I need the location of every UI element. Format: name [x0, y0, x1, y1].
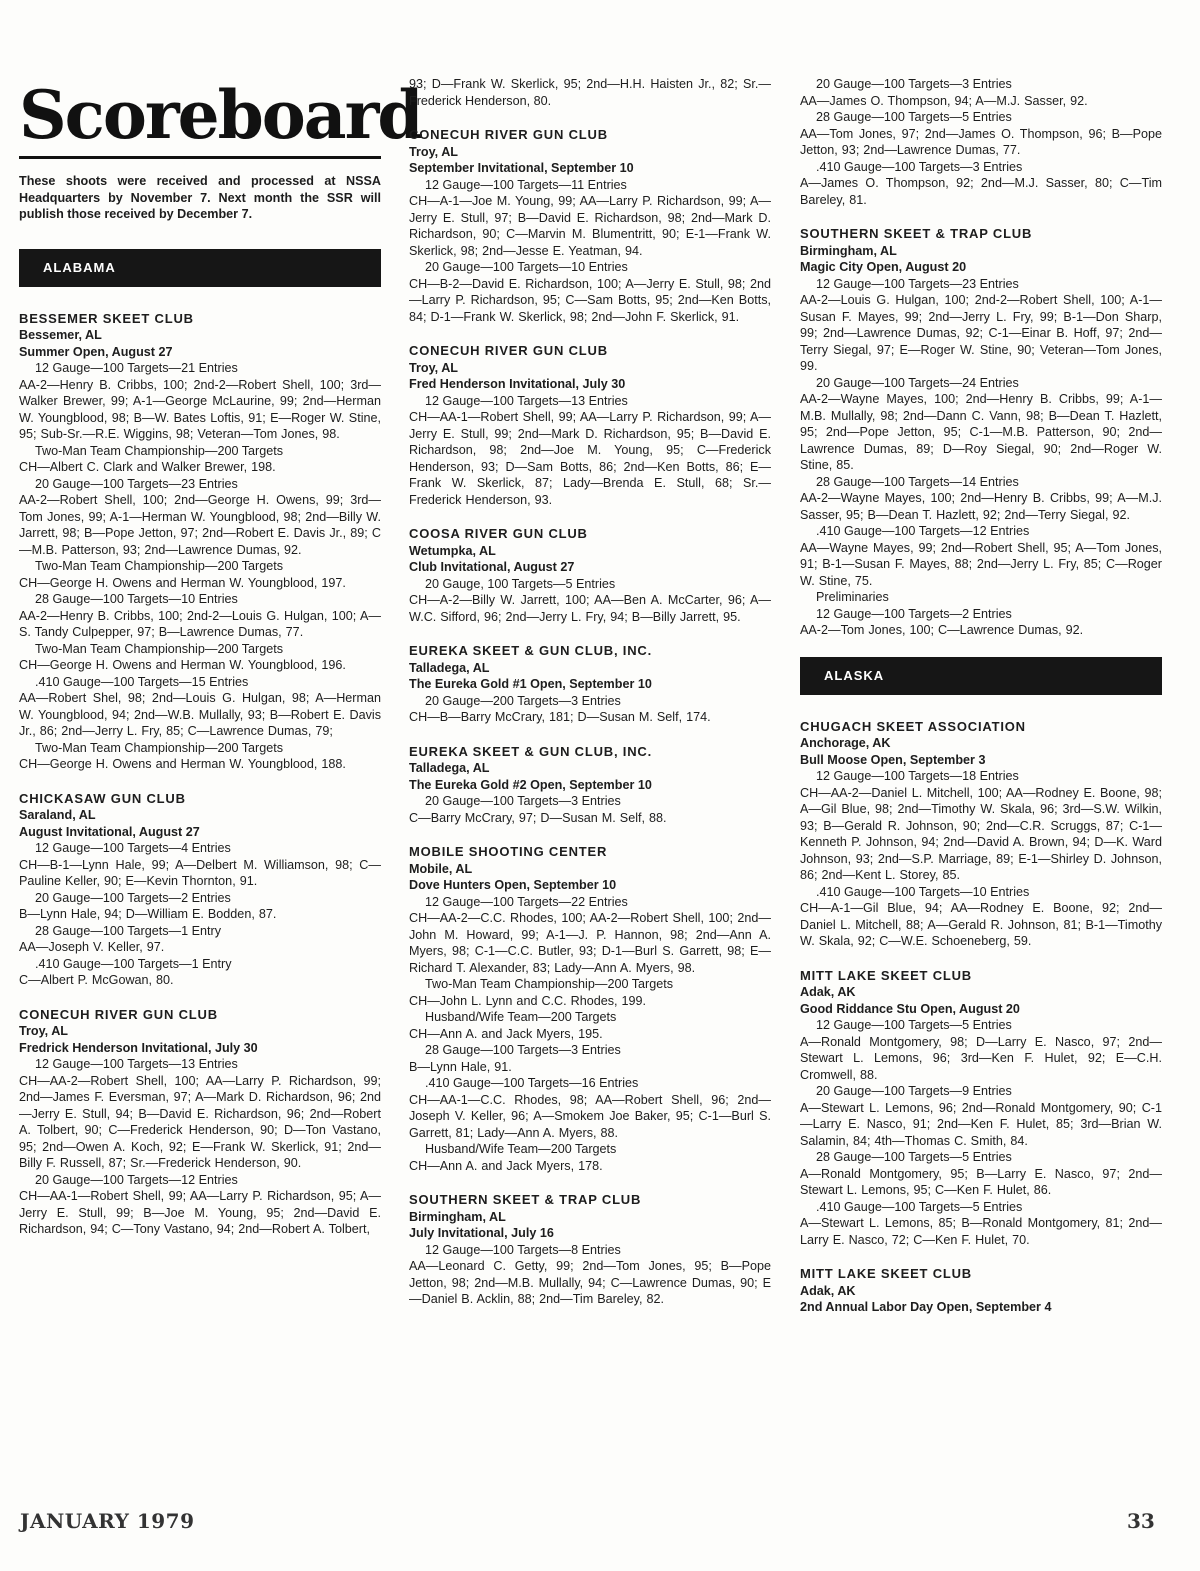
club-name: CONECUH RIVER GUN CLUB	[409, 127, 608, 142]
event-title: 12 Gauge—100 Targets—2 Entries	[816, 606, 1012, 621]
event-results: CH—A-1—Gil Blue, 94; AA—Rodney E. Boone, 92; 2nd—Daniel L. Mitchell, 88; A—Gerald R. Johnson, 81; B-1—Timothy W. Skala, 92; C—W.E. Schoeneberg, 59.	[800, 901, 1162, 948]
event-results: CH—George H. Owens and Herman W. Youngblood, 196.	[19, 658, 346, 672]
club-location: Talladega, AL	[409, 761, 490, 775]
event-results: CH—AA-1—Robert Shell, 99; AA—Larry P. Richardson, 99; A—Jerry E. Stull, 99; 2nd—Mark D. Richardson, 95; B—David E. Richardson, 98; 2nd—Joe M. Young, 95; C—Frederick Henderson, 93; D—Sam Botts, 86; 2nd—Ken Botts, 86; E—Frank W. Skerlick, 87; Lady—Brenda E. Stull, 68; Sr.—Frederick Henderson, 93.	[409, 410, 771, 507]
shoot-name: July Invitational, July 16	[409, 1226, 554, 1240]
club-entry	[409, 343, 771, 508]
event-block	[19, 956, 381, 989]
shoot-name: September Invitational, September 10	[409, 161, 634, 175]
event-block	[409, 259, 771, 325]
club-name: CONECUH RIVER GUN CLUB	[409, 343, 608, 358]
column-body	[800, 76, 1162, 1316]
event-title: .410 Gauge—100 Targets—3 Entries	[816, 159, 1023, 174]
event-title: Husband/Wife Team—200 Targets	[425, 1142, 617, 1156]
event-results: CH—George H. Owens and Herman W. Youngblood, 197.	[19, 575, 346, 590]
event-title: 12 Gauge—100 Targets—11 Entries	[425, 177, 627, 192]
event-results: AA-2—Wayne Mayes, 100; 2nd—Henry B. Cribbs, 99; A-1—M.B. Mullally, 98; 2nd—Dann C. Vann, 98; B—Dean T. Hazlett, 95; 2nd—Pope Jetton, 95; C-1—M.B. Patterson, 90; 2nd—Lawrence Dumas, 89; D—Roy Siegal, 90; 2nd—Roger W. Stine, 85.	[800, 392, 1162, 472]
club-name: SOUTHERN SKEET & TRAP CLUB	[800, 226, 1033, 241]
event-block	[19, 558, 381, 591]
event-results: CH—A-1—Joe M. Young, 99; AA—Larry P. Richardson, 99; A—Jerry E. Stull, 97; B—David E. Richardson, 98; 2nd—Mark D. Richardson, 90; C—Marvin M. Blumentritt, 90; E-1—Frank W. Skerlick, 98; 2nd—Jesse E. Yeatman, 94.	[409, 194, 771, 258]
event-title: .410 Gauge—100 Targets—10 Entries	[816, 884, 1030, 899]
event-block	[19, 740, 381, 773]
club-name: CONECUH RIVER GUN CLUB	[19, 1006, 218, 1022]
event-results: CH—AA-1—C.C. Rhodes, 98; AA—Robert Shell, 96; 2nd—Joseph V. Keller, 96; A—Smokem Joe Baker, 95; C-1—Burl S. Garrett, 81; Lady—Ann A. Myers, 88.	[409, 1092, 771, 1140]
event-block	[19, 1056, 381, 1172]
event-results: AA—Leonard C. Getty, 99; 2nd—Tom Jones, 95; B—Pope Jetton, 98; 2nd—M.B. Mullally, 94; C—Lawrence Dumas, 90; E—Daniel B. Acklin, 88; 2nd—Tim Bareley, 82.	[409, 1259, 771, 1306]
event-block	[409, 693, 771, 726]
event-results: AA-2—Henry B. Cribbs, 100; 2nd-2—Louis G. Hulgan, 100; A—S. Tandy Culpepper, 97; B—Lawrence Dumas, 77.	[19, 608, 381, 639]
event-title: 12 Gauge—100 Targets—18 Entries	[816, 769, 1019, 783]
club-name: CHUGACH SKEET ASSOCIATION	[800, 718, 1026, 734]
event-title: 20 Gauge—200 Targets—3 Entries	[425, 693, 621, 708]
event-block	[800, 1149, 1162, 1199]
event-title: 20 Gauge—100 Targets—9 Entries	[816, 1084, 1012, 1098]
event-results: CH—AA-2—Daniel L. Mitchell, 100; AA—Rodney E. Boone, 98; A—Gil Blue, 98; 2nd—Timothy W. Skala, 96; 3rd—S.W. Wilkin, 93; B—Gerald R. Johnson, 90; 2nd—C.R. Scruggs, 87; C-1—Kenneth P. Johnson, 94; 2nd—David A. Brown, 94; D—K. Ward Johnson, 93; 2nd—S.P. Marriage, 89; E-1—Shirley D. Johnson, 86; 2nd—Kent L. Storey, 85.	[800, 785, 1162, 882]
event-results: CH—George H. Owens and Herman W. Youngblood, 188.	[19, 757, 346, 771]
event-block	[800, 768, 1162, 884]
event-title: 12 Gauge—100 Targets—23 Entries	[816, 276, 1019, 291]
club-location: Troy, AL	[409, 144, 458, 159]
event-block	[800, 1083, 1162, 1149]
club-location: Bessemer, AL	[19, 328, 102, 342]
shoot-name: Good Riddance Stu Open, August 20	[800, 1001, 1020, 1016]
event-title: 20 Gauge—100 Targets—2 Entries	[35, 890, 231, 905]
shoot-name: Summer Open, August 27	[19, 344, 173, 359]
event-block	[409, 1242, 771, 1308]
event-block	[800, 276, 1162, 375]
club-name: MITT LAKE SKEET CLUB	[800, 967, 972, 983]
event-title: 20 Gauge—100 Targets—24 Entries	[816, 375, 1019, 390]
club-location: Saraland, AL	[19, 808, 96, 822]
club-name: EUREKA SKEET & GUN CLUB, INC.	[409, 743, 653, 759]
shoot-name: Club Invitational, August 27	[409, 560, 575, 574]
event-title: .410 Gauge—100 Targets—16 Entries	[425, 1076, 639, 1090]
event-block	[800, 1199, 1162, 1249]
event-results: B—Lynn Hale, 94; D—William E. Bodden, 87.	[19, 907, 277, 921]
intro-text: These shoots were received and processed at NSSA Headquarters by November 7. Next month the SSR will publish those received by December 7.	[19, 174, 381, 221]
club-name: CHICKASAW GUN CLUB	[19, 790, 186, 806]
event-title: Two-Man Team Championship—200 Targets	[35, 443, 284, 458]
event-results: CH—John L. Lynn and C.C. Rhodes, 199.	[409, 993, 647, 1008]
shoot-name: The Eureka Gold #1 Open, September 10	[409, 677, 652, 691]
column-2	[409, 76, 771, 1326]
club-entry	[800, 1266, 1162, 1316]
event-results: A—Ronald Montgomery, 98; D—Larry E. Nasco, 97; 2nd—Stewart L. Lemons, 96; 3rd—Ken F. Hulet, 92; E—C.H. Cromwell, 88.	[800, 1034, 1162, 1082]
event-results: C—Barry McCrary, 97; D—Susan M. Self, 88.	[409, 810, 667, 825]
event-block	[800, 76, 1162, 109]
event-block	[800, 375, 1162, 474]
event-title: 28 Gauge—100 Targets—10 Entries	[35, 592, 238, 606]
event-block	[800, 1017, 1162, 1083]
shoot-name: 2nd Annual Labor Day Open, September 4	[800, 1300, 1052, 1314]
event-title: 28 Gauge—100 Targets—5 Entries	[816, 1150, 1012, 1164]
club-entry	[800, 968, 1162, 1249]
shoot-name: Bull Moose Open, September 3	[800, 752, 986, 767]
event-block	[800, 884, 1162, 950]
event-results: CH—Albert C. Clark and Walker Brewer, 198.	[19, 460, 276, 474]
state-header: ALABAMA	[19, 249, 381, 287]
event-block	[800, 589, 1162, 606]
event-results: AA—Wayne Mayes, 99; 2nd—Robert Shell, 95; A—Tom Jones, 91; B-1—Susan F. Mayes, 88; 2nd—Jerry L. Fry, 85; C—Roger W. Stine, 75.	[800, 540, 1162, 588]
event-results: AA-2—Tom Jones, 100; C—Lawrence Dumas, 92.	[800, 623, 1084, 637]
event-title: 28 Gauge—100 Targets—3 Entries	[425, 1043, 621, 1057]
event-block	[19, 443, 381, 476]
event-results: AA—James O. Thompson, 94; A—M.J. Sasser, 92.	[800, 93, 1088, 108]
shoot-name: Magic City Open, August 20	[800, 260, 967, 274]
club-entry	[409, 526, 771, 625]
event-title: 20 Gauge—100 Targets—12 Entries	[35, 1172, 238, 1187]
event-results: AA-2—Louis G. Hulgan, 100; 2nd-2—Robert Shell, 100; A-1—Susan F. Mayes, 99; 2nd—Jerry L. Fry, 99; B-1—Don Sharp, 99; 2nd—Lawrence Dumas, 92; C-1—Einar B. Hoff, 97; 2nd—Terry Siegal, 97; E—Roger W. Stine, 90; Veteran—Tom Jones, 99.	[800, 293, 1162, 373]
event-results: AA-2—Wayne Mayes, 100; 2nd—Henry B. Cribbs, 99; A—M.J. Sasser, 95; B—Dean T. Hazlett, 92; 2nd—Terry Siegal, 92.	[800, 491, 1162, 522]
club-location: Anchorage, AK	[800, 736, 891, 750]
club-name: BESSEMER SKEET CLUB	[19, 310, 194, 326]
club-name: EUREKA SKEET & GUN CLUB, INC.	[409, 643, 653, 658]
event-title: 28 Gauge—100 Targets—1 Entry	[35, 923, 221, 938]
event-block	[800, 474, 1162, 524]
club-location: Wetumpka, AL	[409, 543, 496, 558]
event-title: Two-Man Team Championship—200 Targets	[425, 977, 674, 991]
event-title: 12 Gauge—100 Targets—13 Entries	[425, 393, 628, 408]
event-block	[409, 894, 771, 977]
club-entry	[19, 791, 381, 989]
club-entry	[409, 1192, 771, 1308]
event-results: AA—Joseph V. Keller, 97.	[19, 940, 165, 954]
club-entry	[409, 844, 771, 1174]
shoot-name: Dove Hunters Open, September 10	[409, 878, 617, 892]
shoot-name: The Eureka Gold #2 Open, September 10	[409, 777, 652, 792]
event-results: AA—Robert Shel, 98; 2nd—Louis G. Hulgan, 98; A—Herman W. Youngblood, 94; 2nd—W.B. Mullally, 93; B—Robert E. Davis Jr., 86; 2nd—Jerry L. Fry, 85; C—Lawrence Dumas, 79;	[19, 691, 381, 738]
event-block	[409, 976, 771, 1009]
event-title: 28 Gauge—100 Targets—5 Entries	[816, 110, 1012, 124]
club-name: SOUTHERN SKEET & TRAP CLUB	[409, 1192, 642, 1207]
event-results: CH—A-2—Billy W. Jarrett, 100; AA—Ben A. McCarter, 96; A—W.C. Sifford, 96; 2nd—Jerry L. Fry, 94; B—Billy Jarrett, 95.	[409, 593, 771, 624]
event-results: CH—AA-2—Robert Shell, 100; AA—Larry P. Richardson, 99; 2nd—James F. Eversman, 97; A—Mark D. Richardson, 96; 2nd—Jerry E. Stull, 94; B—David E. Richardson, 96; 2nd—Robert A. Tolbert, 90; C—Frederick Henderson, 90; D—Ton Vastano, 95; 2nd—Owen A. Koch, 92; E—Frank W. Skerlick, 91; 2nd—Billy F. Russell, 87; Sr.—Frederick Henderson, 90.	[19, 1073, 381, 1170]
shoot-name: Fred Henderson Invitational, July 30	[409, 377, 626, 391]
club-location: Talladega, AL	[409, 660, 490, 675]
masthead-title: Scoreboard	[19, 76, 422, 154]
club-location: Troy, AL	[19, 1024, 68, 1038]
event-title: 20 Gauge—100 Targets—3 Entries	[816, 77, 1012, 91]
club-location: Adak, AK	[800, 1283, 856, 1298]
club-name: MITT LAKE SKEET CLUB	[800, 1266, 972, 1281]
event-results: A—James O. Thompson, 92; 2nd—M.J. Sasser, 80; C—Tim Bareley, 81.	[800, 176, 1162, 207]
club-entry	[409, 127, 771, 325]
event-block	[409, 1009, 771, 1042]
event-results: CH—AA-2—C.C. Rhodes, 100; AA-2—Robert Shell, 100; 2nd—John M. Howard, 99; A-1—J. P. Hannon, 98; 2nd—Ann A. Myers, 98; C-1—C.C. Butler, 93; D-1—Burl S. Garrett, 98; E—Richard T. Alexander, 83; Lady—Ann A. Myers, 98.	[409, 911, 771, 975]
club-location: Adak, AK	[800, 985, 856, 999]
club-name: COOSA RIVER GUN CLUB	[409, 526, 588, 541]
event-results: CH—B—Barry McCrary, 181; D—Susan M. Self, 174.	[409, 710, 711, 724]
issue-date: JANUARY 1979	[20, 1509, 195, 1533]
club-location: Mobile, AL	[409, 861, 473, 876]
event-title: .410 Gauge—100 Targets—1 Entry	[35, 956, 232, 971]
club-entry	[409, 643, 771, 726]
club-entry	[19, 1007, 381, 1238]
state-header: ALASKA	[800, 657, 1162, 695]
event-title: 20 Gauge—100 Targets—23 Entries	[35, 476, 238, 491]
event-title: Two-Man Team Championship—200 Targets	[35, 559, 284, 573]
event-block	[409, 793, 771, 826]
club-name: MOBILE SHOOTING CENTER	[409, 844, 608, 859]
event-block	[19, 674, 381, 740]
event-results: CH—B-2—David E. Richardson, 100; A—Jerry E. Stull, 98; 2nd—Larry P. Richardson, 95; C—Sam Botts, 95; 2nd—Ken Botts, 84; D-1—Frank W. Skerlick, 98; 2nd—John F. Skerlick, 91.	[409, 276, 771, 324]
event-results: AA-2—Robert Shell, 100; 2nd—George H. Owens, 99; 3rd—Tom Jones, 99; A-1—Herman W. Youngblood, 98; 2nd—Billy W. Jarrett, 98; B—Pope Jetton, 97; 2nd—Robert E. Davis Jr., 89; C—M.B. Patterson, 93; 2nd—Lawrence Dumas, 92.	[19, 493, 381, 557]
event-title: .410 Gauge—100 Targets—5 Entries	[816, 1199, 1023, 1214]
event-block	[19, 641, 381, 674]
event-block	[409, 1075, 771, 1141]
club-entry	[19, 311, 381, 773]
event-title: Two-Man Team Championship—200 Targets	[35, 641, 284, 656]
event-title: .410 Gauge—100 Targets—15 Entries	[35, 674, 249, 689]
event-results: CH—Ann A. and Jack Myers, 195.	[409, 1026, 603, 1041]
continued-club	[800, 76, 1162, 208]
event-title: 20 Gauge—100 Targets—10 Entries	[425, 260, 628, 274]
event-title: 12 Gauge—100 Targets—8 Entries	[425, 1242, 621, 1257]
event-block	[19, 923, 381, 956]
event-results: CH—AA-1—Robert Shell, 99; AA—Larry P. Richardson, 95; A—Jerry E. Stull, 99; B—Joe M. Young, 95; 2nd—David E. Richardson, 94; C—Tony Vastano, 94; 2nd—Robert A. Tolbert,	[19, 1189, 381, 1236]
event-results: C—Albert P. McGowan, 80.	[19, 973, 174, 987]
event-block	[409, 1141, 771, 1174]
event-results: B—Lynn Hale, 91.	[409, 1059, 512, 1074]
event-block	[409, 576, 771, 626]
event-title: 12 Gauge—100 Targets—13 Entries	[35, 1057, 238, 1071]
event-title: .410 Gauge—100 Targets—12 Entries	[816, 524, 1030, 538]
event-title: 20 Gauge, 100 Targets—5 Entries	[425, 576, 616, 591]
event-title: 12 Gauge—100 Targets—22 Entries	[425, 894, 628, 909]
event-title: 12 Gauge—100 Targets—4 Entries	[35, 841, 231, 855]
event-title: 12 Gauge—100 Targets—21 Entries	[35, 361, 238, 375]
event-block	[409, 1042, 771, 1075]
event-title: 20 Gauge—100 Targets—3 Entries	[425, 794, 621, 808]
club-location: Birmingham, AL	[800, 243, 897, 258]
event-block	[409, 177, 771, 260]
event-block	[19, 360, 381, 443]
masthead-rule	[19, 156, 381, 159]
event-results: A—Stewart L. Lemons, 85; B—Ronald Montgomery, 81; 2nd—Larry E. Nasco, 72; C—Ken F. Hulet, 70.	[800, 1216, 1162, 1247]
event-results: CH—B-1—Lynn Hale, 99; A—Delbert M. Williamson, 98; C—Pauline Keller, 90; E—Kevin Thornton, 91.	[19, 857, 381, 888]
event-title: 12 Gauge—100 Targets—5 Entries	[816, 1018, 1012, 1032]
event-block	[800, 109, 1162, 159]
club-entry	[800, 226, 1162, 639]
club-entry	[800, 719, 1162, 950]
event-block	[19, 591, 381, 641]
event-title: Preliminaries	[816, 590, 889, 604]
event-results: A—Ronald Montgomery, 95; B—Larry E. Nasco, 97; 2nd—Stewart L. Lemons, 95; C—Ken F. Hulet, 86.	[800, 1166, 1162, 1197]
page-number: 33	[1127, 1509, 1155, 1533]
event-block	[19, 840, 381, 890]
column-body	[19, 249, 381, 1238]
event-results: A—Stewart L. Lemons, 96; 2nd—Ronald Montgomery, 90; C-1—Larry E. Nasco, 91; 2nd—Ken F. Hulet, 85; 3rd—Brian W. Salamin, 84; 4th—Thomas C. Smith, 84.	[800, 1100, 1162, 1148]
shoot-name: August Invitational, August 27	[19, 824, 200, 839]
event-block	[19, 890, 381, 923]
event-title: Two-Man Team Championship—200 Targets	[35, 740, 284, 755]
continued-results: 93; D—Frank W. Skerlick, 95; 2nd—H.H. Haisten Jr., 82; Sr.—Frederick Henderson, 80.	[409, 77, 771, 108]
event-title: Husband/Wife Team—200 Targets	[425, 1010, 617, 1024]
event-block	[800, 159, 1162, 209]
column-body	[409, 76, 771, 1308]
event-results: CH—Ann A. and Jack Myers, 178.	[409, 1158, 603, 1173]
club-location: Birmingham, AL	[409, 1209, 506, 1224]
event-results: AA—Tom Jones, 97; 2nd—James O. Thompson, 96; B—Pope Jetton, 93; 2nd—Lawrence Dumas, 77.	[800, 126, 1162, 157]
event-block	[800, 606, 1162, 639]
shoot-name: Fredrick Henderson Invitational, July 30	[19, 1040, 258, 1055]
club-entry	[409, 744, 771, 827]
event-block	[19, 476, 381, 559]
event-block	[409, 393, 771, 509]
column-1	[19, 76, 422, 1256]
event-results: AA-2—Henry B. Cribbs, 100; 2nd-2—Robert Shell, 100; 3rd—Walker Brewer, 99; A-1—George McLaurine, 99; 2nd—Herman W. Youngblood, 98; B—W. Bates Loftis, 91; E—Roger W. Stine, 95; Sub-Sr.—R.E. Wiggins, 98; Veteran—Tom Jones, 98.	[19, 377, 381, 441]
event-title: 28 Gauge—100 Targets—14 Entries	[816, 474, 1019, 489]
event-block	[19, 1172, 381, 1238]
club-location: Troy, AL	[409, 360, 458, 375]
event-block	[800, 523, 1162, 589]
column-3	[800, 76, 1162, 1334]
